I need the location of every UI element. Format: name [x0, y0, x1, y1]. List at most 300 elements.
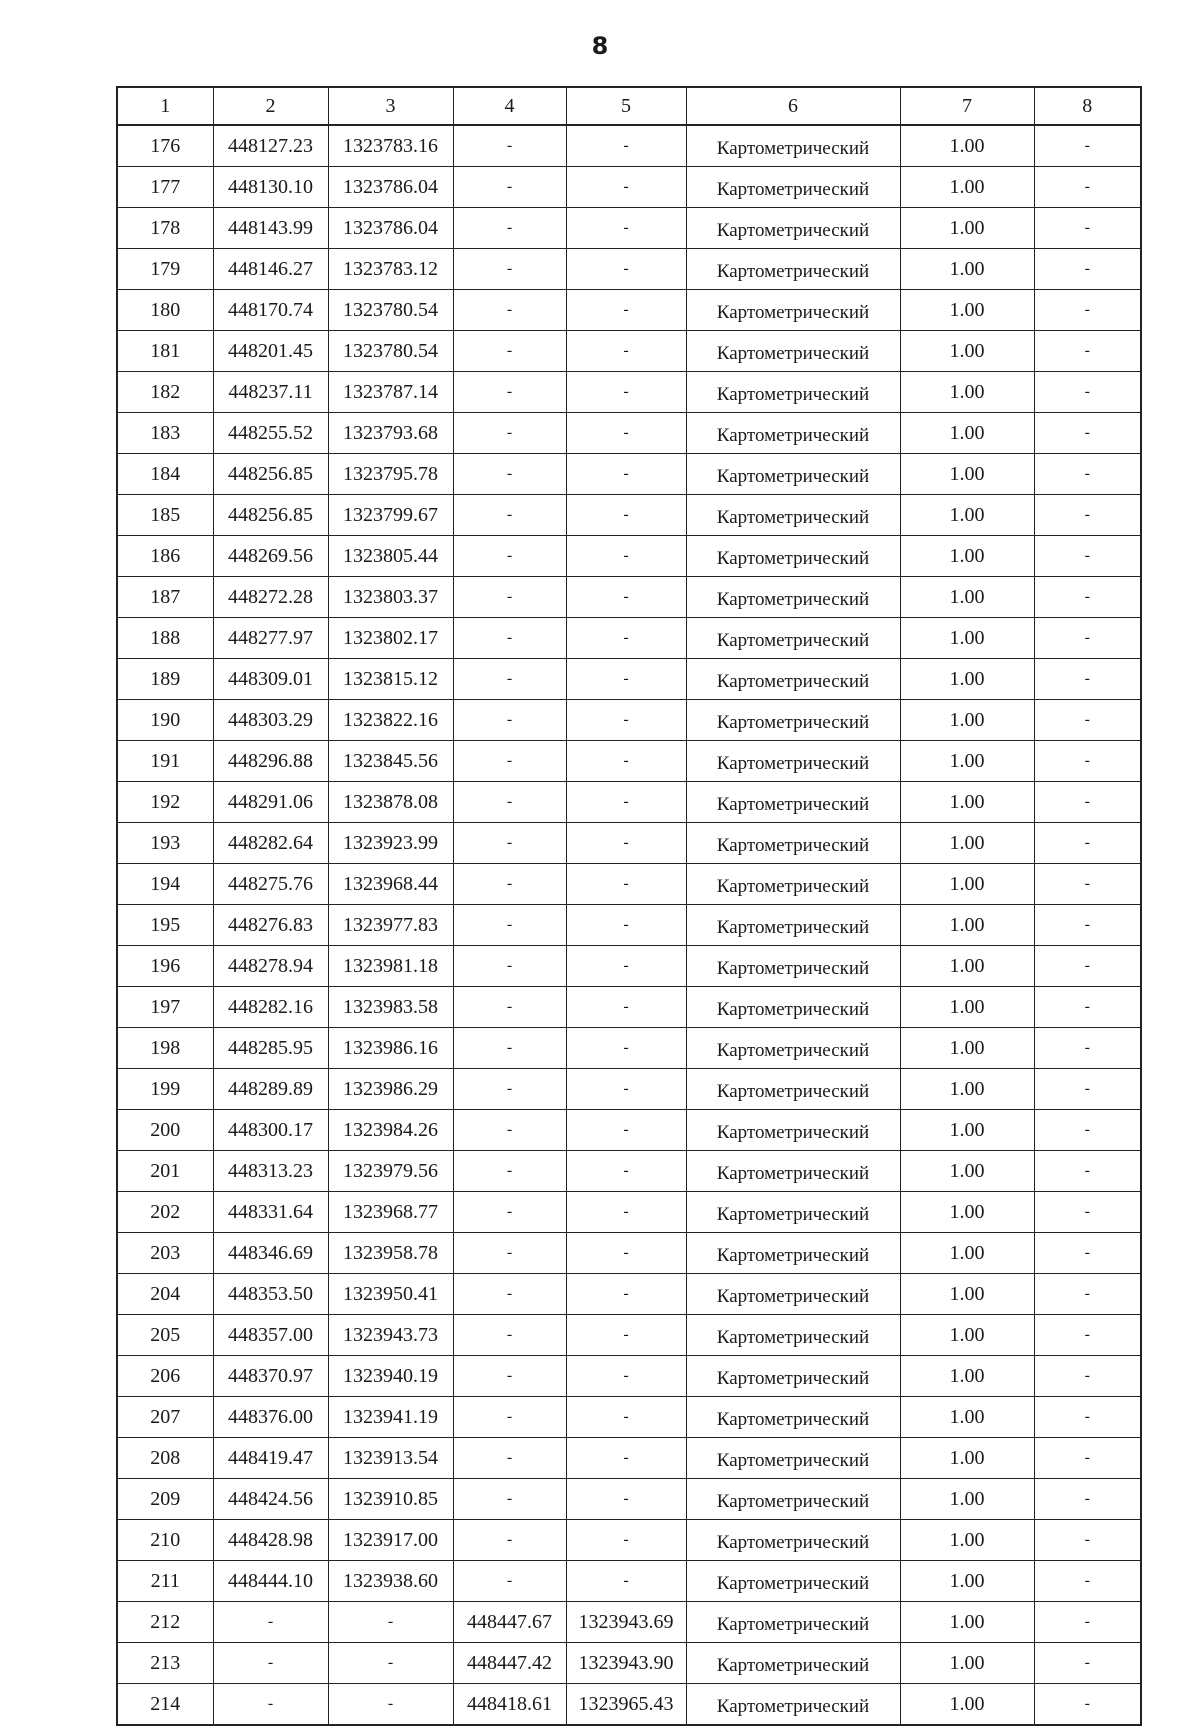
- table-cell-col-4: 448447.42: [453, 1643, 566, 1684]
- table-cell-col-2: 448370.97: [213, 1356, 328, 1397]
- table-cell-col-3: 1323822.16: [328, 700, 453, 741]
- table-cell-col-1: 194: [117, 864, 213, 905]
- table-cell-col-2: -: [213, 1643, 328, 1684]
- table-cell-col-2: 448256.85: [213, 495, 328, 536]
- table-cell-col-4: -: [453, 700, 566, 741]
- table-cell-col-4: -: [453, 208, 566, 249]
- table-row: [117, 659, 1141, 700]
- table-cell-col-1: 213: [117, 1643, 213, 1684]
- table-cell-col-7: 1.00: [900, 208, 1034, 249]
- table-row: [117, 1151, 1141, 1192]
- table-cell-col-5: -: [566, 1192, 686, 1233]
- table-cell-col-1: 180: [117, 290, 213, 331]
- table-row: [117, 454, 1141, 495]
- table-cell-col-6: Картометрический: [686, 290, 900, 331]
- table-cell-col-6: Картометрический: [686, 372, 900, 413]
- table-row: [117, 1233, 1141, 1274]
- table-cell-col-6: Картометрический: [686, 782, 900, 823]
- table-cell-col-8: -: [1034, 1233, 1141, 1274]
- table-cell-col-3: 1323786.04: [328, 208, 453, 249]
- table-cell-col-5: -: [566, 741, 686, 782]
- table-cell-col-6: Картометрический: [686, 1643, 900, 1684]
- table-cell-col-5: -: [566, 823, 686, 864]
- table-cell-col-1: 178: [117, 208, 213, 249]
- table-cell-col-8: -: [1034, 1561, 1141, 1602]
- table-cell-col-8: -: [1034, 454, 1141, 495]
- column-header-5: 5: [566, 87, 686, 125]
- table-cell-col-5: -: [566, 1561, 686, 1602]
- table-row: [117, 905, 1141, 946]
- table-cell-col-6: Картометрический: [686, 864, 900, 905]
- table-cell-col-6: Картометрический: [686, 1684, 900, 1726]
- table-cell-col-6: Картометрический: [686, 167, 900, 208]
- table-cell-col-1: 182: [117, 372, 213, 413]
- table-cell-col-6: Картометрический: [686, 495, 900, 536]
- table-cell-col-7: 1.00: [900, 495, 1034, 536]
- table-cell-col-6: Картометрический: [686, 1028, 900, 1069]
- table-cell-col-6: Картометрический: [686, 823, 900, 864]
- table-cell-col-3: 1323981.18: [328, 946, 453, 987]
- table-cell-col-1: 191: [117, 741, 213, 782]
- table-cell-col-3: 1323968.44: [328, 864, 453, 905]
- table-row: [117, 1438, 1141, 1479]
- table-cell-col-6: Картометрический: [686, 1233, 900, 1274]
- table-cell-col-4: 448447.67: [453, 1602, 566, 1643]
- table-cell-col-6: Картометрический: [686, 659, 900, 700]
- table-cell-col-1: 200: [117, 1110, 213, 1151]
- table-cell-col-3: 1323968.77: [328, 1192, 453, 1233]
- table-cell-col-7: 1.00: [900, 1520, 1034, 1561]
- table-cell-col-6: Картометрический: [686, 1561, 900, 1602]
- table-row: [117, 577, 1141, 618]
- table-cell-col-8: -: [1034, 782, 1141, 823]
- table-row: [117, 125, 1141, 167]
- table-cell-col-8: -: [1034, 741, 1141, 782]
- table-cell-col-8: -: [1034, 536, 1141, 577]
- table-cell-col-8: -: [1034, 987, 1141, 1028]
- table-cell-col-6: Картометрический: [686, 536, 900, 577]
- table-cell-col-5: -: [566, 905, 686, 946]
- table-cell-col-6: Картометрический: [686, 249, 900, 290]
- table-cell-col-4: -: [453, 741, 566, 782]
- table-row: [117, 208, 1141, 249]
- table-cell-col-5: -: [566, 208, 686, 249]
- table-cell-col-6: Картометрический: [686, 1192, 900, 1233]
- table-cell-col-4: 448418.61: [453, 1684, 566, 1726]
- table-cell-col-2: 448291.06: [213, 782, 328, 823]
- table-cell-col-7: 1.00: [900, 577, 1034, 618]
- table-cell-col-7: 1.00: [900, 1602, 1034, 1643]
- table-cell-col-8: -: [1034, 946, 1141, 987]
- table-cell-col-3: 1323845.56: [328, 741, 453, 782]
- table-cell-col-5: -: [566, 167, 686, 208]
- table-cell-col-2: 448146.27: [213, 249, 328, 290]
- table-row: [117, 1643, 1141, 1684]
- table-cell-col-3: 1323793.68: [328, 413, 453, 454]
- table-cell-col-4: -: [453, 1356, 566, 1397]
- table-cell-col-7: 1.00: [900, 700, 1034, 741]
- table-cell-col-3: 1323783.12: [328, 249, 453, 290]
- table-cell-col-1: 185: [117, 495, 213, 536]
- table-cell-col-2: 448300.17: [213, 1110, 328, 1151]
- table-cell-col-1: 211: [117, 1561, 213, 1602]
- table-cell-col-3: 1323941.19: [328, 1397, 453, 1438]
- table-cell-col-2: 448269.56: [213, 536, 328, 577]
- table-cell-col-5: -: [566, 536, 686, 577]
- table-cell-col-2: 448143.99: [213, 208, 328, 249]
- table-cell-col-3: 1323983.58: [328, 987, 453, 1028]
- table-cell-col-8: -: [1034, 125, 1141, 167]
- table-cell-col-5: -: [566, 1520, 686, 1561]
- table-cell-col-4: -: [453, 1151, 566, 1192]
- table-cell-col-2: 448255.52: [213, 413, 328, 454]
- table-cell-col-8: -: [1034, 1110, 1141, 1151]
- table-cell-col-8: -: [1034, 864, 1141, 905]
- table-cell-col-5: -: [566, 1356, 686, 1397]
- table-cell-col-7: 1.00: [900, 1438, 1034, 1479]
- table-cell-col-4: -: [453, 125, 566, 167]
- table-cell-col-4: -: [453, 454, 566, 495]
- table-cell-col-4: -: [453, 987, 566, 1028]
- table-cell-col-4: -: [453, 1561, 566, 1602]
- table-cell-col-5: 1323943.90: [566, 1643, 686, 1684]
- table-cell-col-4: -: [453, 167, 566, 208]
- table-cell-col-3: 1323787.14: [328, 372, 453, 413]
- table-cell-col-8: -: [1034, 1192, 1141, 1233]
- table-cell-col-4: -: [453, 1192, 566, 1233]
- table-row: [117, 1356, 1141, 1397]
- table-row: [117, 1315, 1141, 1356]
- table-cell-col-2: 448170.74: [213, 290, 328, 331]
- table-cell-col-1: 184: [117, 454, 213, 495]
- table-cell-col-3: 1323986.29: [328, 1069, 453, 1110]
- table-cell-col-6: Картометрический: [686, 946, 900, 987]
- table-cell-col-2: -: [213, 1684, 328, 1726]
- table-cell-col-4: -: [453, 618, 566, 659]
- column-header-7: 7: [900, 87, 1034, 125]
- table-cell-col-1: 204: [117, 1274, 213, 1315]
- table-cell-col-8: -: [1034, 1151, 1141, 1192]
- table-cell-col-1: 203: [117, 1233, 213, 1274]
- table-cell-col-5: -: [566, 454, 686, 495]
- table-cell-col-2: 448278.94: [213, 946, 328, 987]
- table-cell-col-4: -: [453, 1110, 566, 1151]
- table-cell-col-3: 1323799.67: [328, 495, 453, 536]
- table-cell-col-2: 448201.45: [213, 331, 328, 372]
- table-cell-col-1: 196: [117, 946, 213, 987]
- table-row: [117, 1192, 1141, 1233]
- column-header-3: 3: [328, 87, 453, 125]
- table-cell-col-7: 1.00: [900, 1356, 1034, 1397]
- table-cell-col-1: 193: [117, 823, 213, 864]
- table-cell-col-4: -: [453, 1274, 566, 1315]
- table-cell-col-4: -: [453, 372, 566, 413]
- table-cell-col-7: 1.00: [900, 454, 1034, 495]
- table-cell-col-7: 1.00: [900, 1028, 1034, 1069]
- table-cell-col-6: Картометрический: [686, 208, 900, 249]
- table-cell-col-3: 1323805.44: [328, 536, 453, 577]
- table-row: [117, 823, 1141, 864]
- table-cell-col-2: 448127.23: [213, 125, 328, 167]
- table-cell-col-6: Картометрический: [686, 1069, 900, 1110]
- table-cell-col-3: 1323923.99: [328, 823, 453, 864]
- table-cell-col-4: -: [453, 864, 566, 905]
- table-cell-col-5: 1323943.69: [566, 1602, 686, 1643]
- table-cell-col-8: -: [1034, 372, 1141, 413]
- table-cell-col-3: 1323984.26: [328, 1110, 453, 1151]
- table-cell-col-4: -: [453, 905, 566, 946]
- table-cell-col-7: 1.00: [900, 1110, 1034, 1151]
- table-cell-col-7: 1.00: [900, 249, 1034, 290]
- table-cell-col-1: 186: [117, 536, 213, 577]
- table-cell-col-1: 177: [117, 167, 213, 208]
- table-cell-col-5: -: [566, 659, 686, 700]
- table-row: [117, 987, 1141, 1028]
- table-cell-col-7: 1.00: [900, 864, 1034, 905]
- table-cell-col-7: 1.00: [900, 659, 1034, 700]
- table-cell-col-7: 1.00: [900, 125, 1034, 167]
- table-row: [117, 290, 1141, 331]
- table-cell-col-2: 448296.88: [213, 741, 328, 782]
- table-cell-col-5: -: [566, 249, 686, 290]
- table-cell-col-1: 205: [117, 1315, 213, 1356]
- table-cell-col-8: -: [1034, 1684, 1141, 1726]
- table-cell-col-1: 199: [117, 1069, 213, 1110]
- table-cell-col-3: 1323815.12: [328, 659, 453, 700]
- table-cell-col-8: -: [1034, 1356, 1141, 1397]
- table-cell-col-3: -: [328, 1684, 453, 1726]
- table-cell-col-3: 1323943.73: [328, 1315, 453, 1356]
- table-cell-col-7: 1.00: [900, 1684, 1034, 1726]
- table-cell-col-6: Картометрический: [686, 741, 900, 782]
- table-cell-col-8: -: [1034, 167, 1141, 208]
- table-cell-col-3: 1323910.85: [328, 1479, 453, 1520]
- table-cell-col-6: Картометрический: [686, 700, 900, 741]
- table-cell-col-2: 448424.56: [213, 1479, 328, 1520]
- table-cell-col-3: 1323977.83: [328, 905, 453, 946]
- table-cell-col-6: Картометрический: [686, 1110, 900, 1151]
- table-cell-col-8: -: [1034, 1274, 1141, 1315]
- table-cell-col-4: -: [453, 1397, 566, 1438]
- table-row: [117, 1479, 1141, 1520]
- table-cell-col-5: -: [566, 1315, 686, 1356]
- table-cell-col-1: 192: [117, 782, 213, 823]
- table-cell-col-1: 183: [117, 413, 213, 454]
- table-cell-col-1: 214: [117, 1684, 213, 1726]
- table-cell-col-8: -: [1034, 659, 1141, 700]
- table-cell-col-3: 1323986.16: [328, 1028, 453, 1069]
- table-cell-col-2: 448376.00: [213, 1397, 328, 1438]
- table-row: [117, 167, 1141, 208]
- table-cell-col-8: -: [1034, 1397, 1141, 1438]
- table-cell-col-4: -: [453, 1315, 566, 1356]
- table-cell-col-7: 1.00: [900, 1192, 1034, 1233]
- table-cell-col-7: 1.00: [900, 290, 1034, 331]
- table-cell-col-4: -: [453, 823, 566, 864]
- table-cell-col-7: 1.00: [900, 1233, 1034, 1274]
- table-row: [117, 249, 1141, 290]
- column-header-4: 4: [453, 87, 566, 125]
- table-cell-col-1: 181: [117, 331, 213, 372]
- table-row: [117, 946, 1141, 987]
- table-cell-col-2: 448277.97: [213, 618, 328, 659]
- table-row: [117, 1110, 1141, 1151]
- table-cell-col-8: -: [1034, 413, 1141, 454]
- table-cell-col-8: -: [1034, 249, 1141, 290]
- table-cell-col-6: Картометрический: [686, 454, 900, 495]
- table-cell-col-7: 1.00: [900, 1561, 1034, 1602]
- table-cell-col-7: 1.00: [900, 823, 1034, 864]
- column-header-8: 8: [1034, 87, 1141, 125]
- table-cell-col-2: 448331.64: [213, 1192, 328, 1233]
- table-cell-col-1: 201: [117, 1151, 213, 1192]
- table-cell-col-8: -: [1034, 905, 1141, 946]
- table-cell-col-6: Картометрический: [686, 1602, 900, 1643]
- table-cell-col-5: -: [566, 782, 686, 823]
- table-cell-col-5: -: [566, 1110, 686, 1151]
- table-cell-col-7: 1.00: [900, 782, 1034, 823]
- table-cell-col-1: 212: [117, 1602, 213, 1643]
- table-cell-col-5: -: [566, 864, 686, 905]
- table-cell-col-1: 187: [117, 577, 213, 618]
- table-cell-col-2: 448428.98: [213, 1520, 328, 1561]
- table-cell-col-7: 1.00: [900, 1274, 1034, 1315]
- table-cell-col-6: Картометрический: [686, 1356, 900, 1397]
- table-cell-col-1: 190: [117, 700, 213, 741]
- table-cell-col-5: -: [566, 1069, 686, 1110]
- column-header-6: 6: [686, 87, 900, 125]
- table-cell-col-4: -: [453, 1438, 566, 1479]
- table-cell-col-4: -: [453, 1028, 566, 1069]
- table-cell-col-7: 1.00: [900, 1315, 1034, 1356]
- table-cell-col-5: -: [566, 987, 686, 1028]
- table-cell-col-6: Картометрический: [686, 1274, 900, 1315]
- table-cell-col-4: -: [453, 1233, 566, 1274]
- table-row: [117, 782, 1141, 823]
- table-row: [117, 741, 1141, 782]
- table-cell-col-7: 1.00: [900, 1397, 1034, 1438]
- table-cell-col-4: -: [453, 290, 566, 331]
- table-cell-col-6: Картометрический: [686, 1397, 900, 1438]
- table-cell-col-2: 448419.47: [213, 1438, 328, 1479]
- table-cell-col-3: 1323958.78: [328, 1233, 453, 1274]
- table-cell-col-2: 448357.00: [213, 1315, 328, 1356]
- table-cell-col-7: 1.00: [900, 618, 1034, 659]
- table-cell-col-2: 448289.89: [213, 1069, 328, 1110]
- table-cell-col-6: Картометрический: [686, 1520, 900, 1561]
- table-row: [117, 495, 1141, 536]
- table-row: [117, 1602, 1141, 1643]
- table-cell-col-1: 197: [117, 987, 213, 1028]
- table-cell-col-5: -: [566, 290, 686, 331]
- table-cell-col-8: -: [1034, 208, 1141, 249]
- table-cell-col-2: 448272.28: [213, 577, 328, 618]
- table-cell-col-7: 1.00: [900, 1151, 1034, 1192]
- table-cell-col-1: 206: [117, 1356, 213, 1397]
- table-cell-col-2: 448237.11: [213, 372, 328, 413]
- table-cell-col-8: -: [1034, 823, 1141, 864]
- table-cell-col-2: 448353.50: [213, 1274, 328, 1315]
- table-cell-col-5: -: [566, 495, 686, 536]
- table-body: [117, 125, 1141, 1725]
- table-cell-col-6: Картометрический: [686, 618, 900, 659]
- table-row: [117, 1028, 1141, 1069]
- table-cell-col-1: 198: [117, 1028, 213, 1069]
- column-header-1: 1: [117, 87, 213, 125]
- table-cell-col-2: -: [213, 1602, 328, 1643]
- table-cell-col-8: -: [1034, 1069, 1141, 1110]
- table-cell-col-4: -: [453, 1520, 566, 1561]
- table-cell-col-7: 1.00: [900, 372, 1034, 413]
- table-cell-col-3: 1323878.08: [328, 782, 453, 823]
- table-cell-col-5: -: [566, 331, 686, 372]
- table-cell-col-1: 179: [117, 249, 213, 290]
- table-cell-col-4: -: [453, 659, 566, 700]
- table-cell-col-5: -: [566, 372, 686, 413]
- table-row: [117, 618, 1141, 659]
- table-cell-col-6: Картометрический: [686, 987, 900, 1028]
- table-row: [117, 1397, 1141, 1438]
- table-cell-col-7: 1.00: [900, 741, 1034, 782]
- table-cell-col-3: 1323979.56: [328, 1151, 453, 1192]
- page-number: 8: [591, 32, 609, 60]
- table-cell-col-5: -: [566, 1479, 686, 1520]
- table-cell-col-4: -: [453, 413, 566, 454]
- table-cell-col-3: 1323780.54: [328, 331, 453, 372]
- table-cell-col-1: 207: [117, 1397, 213, 1438]
- table-cell-col-3: 1323780.54: [328, 290, 453, 331]
- table-cell-col-8: -: [1034, 290, 1141, 331]
- table-cell-col-2: 448282.64: [213, 823, 328, 864]
- table-cell-col-4: -: [453, 577, 566, 618]
- table-cell-col-8: -: [1034, 618, 1141, 659]
- table-cell-col-1: 202: [117, 1192, 213, 1233]
- table-cell-col-3: 1323783.16: [328, 125, 453, 167]
- table-cell-col-7: 1.00: [900, 1069, 1034, 1110]
- table-cell-col-3: 1323917.00: [328, 1520, 453, 1561]
- table-cell-col-3: 1323786.04: [328, 167, 453, 208]
- table-cell-col-1: 208: [117, 1438, 213, 1479]
- table-cell-col-5: -: [566, 577, 686, 618]
- table-cell-col-6: Картометрический: [686, 1438, 900, 1479]
- table-cell-col-7: 1.00: [900, 1479, 1034, 1520]
- table-cell-col-4: -: [453, 249, 566, 290]
- table-cell-col-7: 1.00: [900, 946, 1034, 987]
- table-cell-col-6: Картометрический: [686, 413, 900, 454]
- table-cell-col-4: -: [453, 1479, 566, 1520]
- table-cell-col-8: -: [1034, 1643, 1141, 1684]
- table-cell-col-5: 1323965.43: [566, 1684, 686, 1726]
- table-cell-col-2: 448303.29: [213, 700, 328, 741]
- table-cell-col-6: Картометрический: [686, 1315, 900, 1356]
- table-cell-col-4: -: [453, 495, 566, 536]
- table-cell-col-2: 448313.23: [213, 1151, 328, 1192]
- table-cell-col-5: -: [566, 1151, 686, 1192]
- table-cell-col-2: 448285.95: [213, 1028, 328, 1069]
- table-cell-col-8: -: [1034, 1315, 1141, 1356]
- table-row: [117, 536, 1141, 577]
- table-cell-col-3: 1323795.78: [328, 454, 453, 495]
- table-cell-col-8: -: [1034, 495, 1141, 536]
- table-cell-col-5: -: [566, 125, 686, 167]
- table-cell-col-3: 1323803.37: [328, 577, 453, 618]
- table-cell-col-3: 1323802.17: [328, 618, 453, 659]
- table-cell-col-5: -: [566, 413, 686, 454]
- table-row: [117, 1561, 1141, 1602]
- table-cell-col-4: -: [453, 946, 566, 987]
- table-cell-col-4: -: [453, 536, 566, 577]
- table-cell-col-5: -: [566, 1233, 686, 1274]
